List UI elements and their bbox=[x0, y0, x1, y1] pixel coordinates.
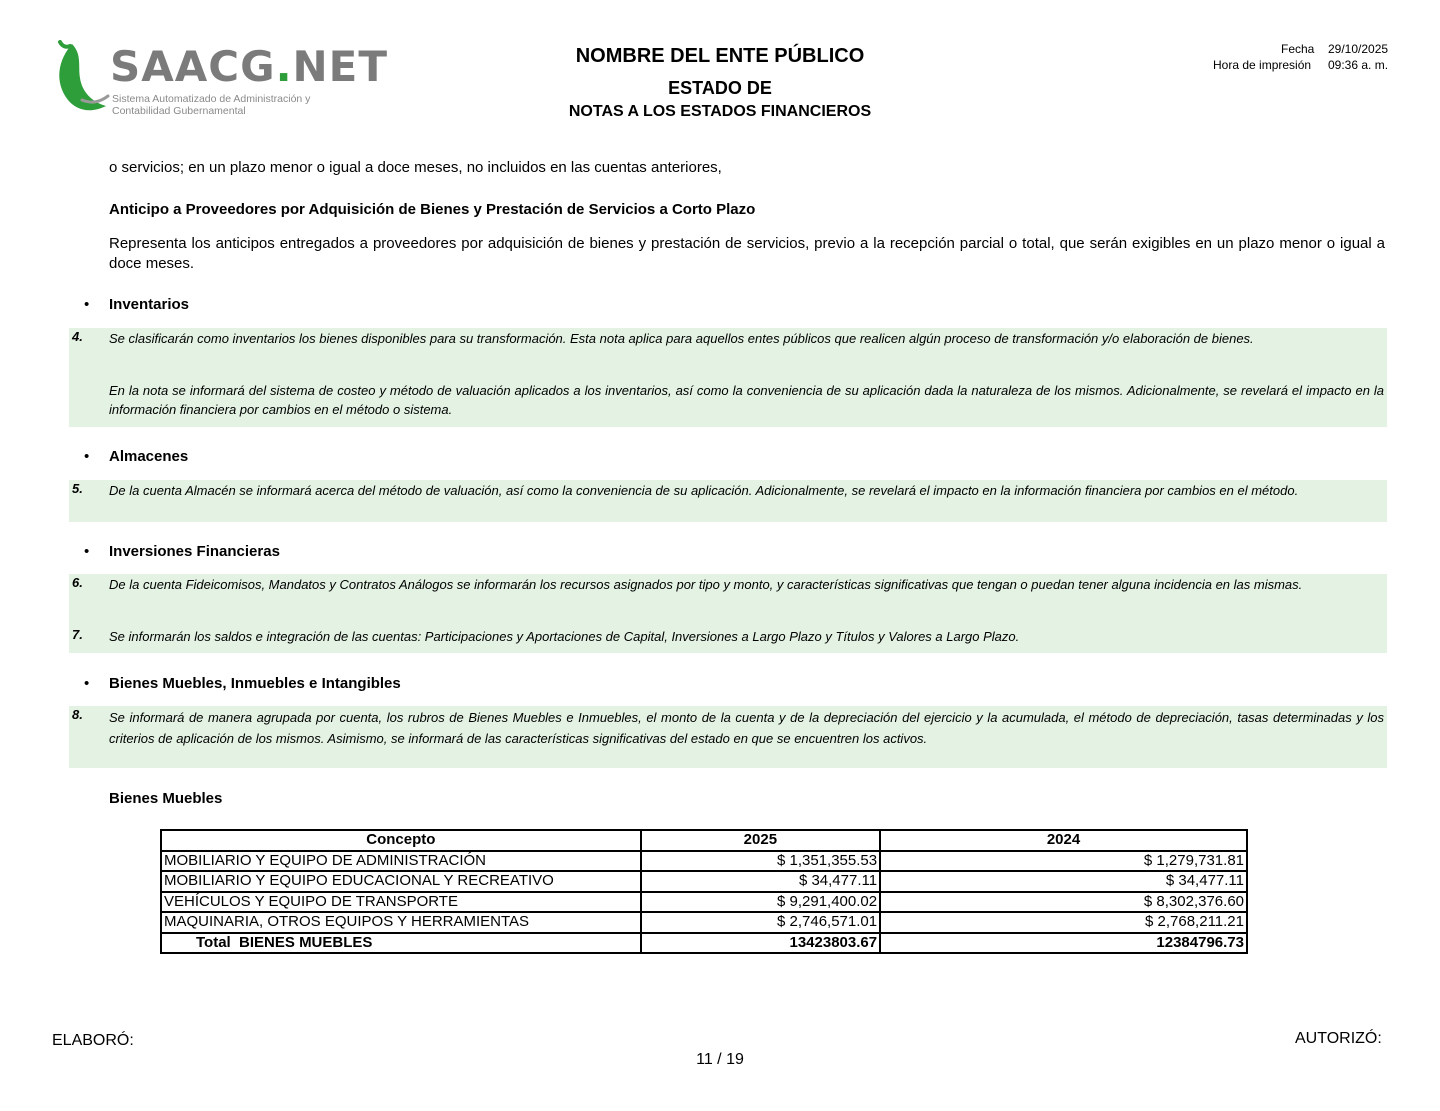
note-text-8: Se informará de manera agrupada por cuenta, los rubros de Bienes Muebles e Inmuebles, el monto de la cuenta y de la depreciación del ejercicio y la acumulada, el método de depreciación, tasas determinadas y los criterios de aplicación de los mismos. Asimismo, se informará de las características significativas del estado en que se encuentren los activos. bbox=[109, 710, 1384, 746]
bullet-icon: • bbox=[84, 675, 90, 692]
note-number-5: 5. bbox=[72, 481, 83, 496]
row-2024: $ 34,477.11 bbox=[880, 871, 1247, 892]
table-row bbox=[161, 892, 1247, 913]
autorizo-label: AUTORIZÓ: bbox=[1295, 1030, 1382, 1047]
column-header-2024: 2024 bbox=[880, 830, 1247, 851]
bullet-icon: • bbox=[84, 448, 90, 465]
anticipo-paragraph: Representa los anticipos entregados a proveedores por adquisición de bienes y prestación de servicios, previo a la recepción parcial o total, que serán exigibles en un plazo menor o igual a doce meses. bbox=[109, 235, 1385, 272]
note-number-6: 6. bbox=[72, 575, 83, 590]
time-label: Hora de impresión bbox=[1213, 58, 1312, 72]
column-header-2025: 2025 bbox=[641, 830, 880, 851]
note-text-4-extra: En la nota se informará del sistema de costeo y método de valuación aplicados a los inventarios, así como la conveniencia de su aplicación dada la naturaleza de los mismos. Adicionalmente, se revelará el impacto en la información financiera por cambios en el método o sistema. bbox=[109, 383, 1384, 417]
total-label: Total BIENES MUEBLES bbox=[161, 933, 641, 954]
row-2025: $ 34,477.11 bbox=[641, 871, 880, 892]
row-concepto: MOBILIARIO Y EQUIPO DE ADMINISTRACIÓN bbox=[161, 851, 641, 872]
row-2025: $ 9,291,400.02 bbox=[641, 892, 880, 913]
table-row bbox=[161, 851, 1247, 872]
time-value: 09:36 a. m. bbox=[1328, 58, 1389, 72]
page-number: 11 / 19 bbox=[696, 1051, 744, 1068]
elaboro-label: ELABORÓ: bbox=[52, 1032, 134, 1049]
table-row bbox=[161, 912, 1247, 933]
table-total-row bbox=[161, 933, 1247, 954]
row-2024: $ 2,768,211.21 bbox=[880, 912, 1247, 933]
table-header-row bbox=[161, 830, 1247, 851]
entity-title: NOMBRE DEL ENTE PÚBLICO bbox=[575, 45, 865, 67]
section-inversiones: Inversiones Financieras bbox=[109, 543, 280, 560]
note-text-5: De la cuenta Almacén se informará acerca del método de valuación, así como la conveniencia de su aplicación. Adicionalmente, se revelará el impacto en la información financiera por cambios en el método. bbox=[109, 483, 1299, 498]
row-2024: $ 1,279,731.81 bbox=[880, 851, 1247, 872]
bullet-icon: • bbox=[84, 296, 90, 313]
table-row bbox=[161, 871, 1247, 892]
row-concepto: VEHÍCULOS Y EQUIPO DE TRANSPORTE bbox=[161, 892, 641, 913]
logo-subtitle-line1: Sistema Automatizado de Administración y bbox=[112, 93, 311, 105]
bienes-muebles-heading: Bienes Muebles bbox=[109, 790, 223, 807]
row-concepto: MOBILIARIO Y EQUIPO EDUCACIONAL Y RECREATIVO bbox=[161, 871, 641, 892]
statement-title: ESTADO DE bbox=[668, 78, 772, 98]
note-number-8: 8. bbox=[72, 707, 83, 722]
note-text-7: Se informarán los saldos e integración de las cuentas: Participaciones y Aportaciones de Capital, Inversiones a Largo Plazo y Títulos y Valores a Largo Plazo. bbox=[109, 629, 1020, 644]
section-inventarios: Inventarios bbox=[109, 296, 190, 313]
section-bienes: Bienes Muebles, Inmuebles e Intangibles bbox=[109, 675, 401, 692]
date-label: Fecha bbox=[1281, 42, 1315, 56]
column-header-concepto: Concepto bbox=[161, 830, 641, 851]
bullet-icon: • bbox=[84, 543, 90, 560]
intro-line: o servicios; en un plazo menor o igual a doce meses, no incluidos en las cuentas anteriores, bbox=[109, 159, 722, 176]
statement-subtitle: NOTAS A LOS ESTADOS FINANCIEROS bbox=[568, 103, 872, 120]
logo-subtitle-line2: Contabilidad Gubernamental bbox=[112, 105, 246, 117]
date-value: 29/10/2025 bbox=[1328, 42, 1389, 56]
note-number-4: 4. bbox=[72, 329, 83, 344]
row-2025: $ 2,746,571.01 bbox=[641, 912, 880, 933]
anticipo-heading: Anticipo a Proveedores por Adquisición de Bienes y Prestación de Servicios a Corto Plazo bbox=[109, 201, 756, 218]
section-almacenes: Almacenes bbox=[109, 448, 189, 465]
row-2024: $ 8,302,376.60 bbox=[880, 892, 1247, 913]
row-concepto: MAQUINARIA, OTROS EQUIPOS Y HERRAMIENTAS bbox=[161, 912, 641, 933]
bienes-muebles-table bbox=[160, 829, 1248, 954]
logo-wordmark: SAACG.NET bbox=[110, 42, 389, 91]
total-2025: 13423803.67 bbox=[641, 933, 880, 954]
note-text-4: Se clasificarán como inventarios los bienes disponibles para su transformación. Esta nota aplica para aquellos entes públicos que realicen algún proceso de transformación y/o elaboración de bienes. bbox=[109, 331, 1254, 346]
row-2025: $ 1,351,355.53 bbox=[641, 851, 880, 872]
note-text-6: De la cuenta Fideicomisos, Mandatos y Contratos Análogos se informarán los recursos asignados por tipo y monto, y características significativas que tengan o puedan tener alguna incidencia en las mismas. bbox=[109, 577, 1303, 592]
total-2024: 12384796.73 bbox=[880, 933, 1247, 954]
note-number-7: 7. bbox=[72, 627, 83, 642]
